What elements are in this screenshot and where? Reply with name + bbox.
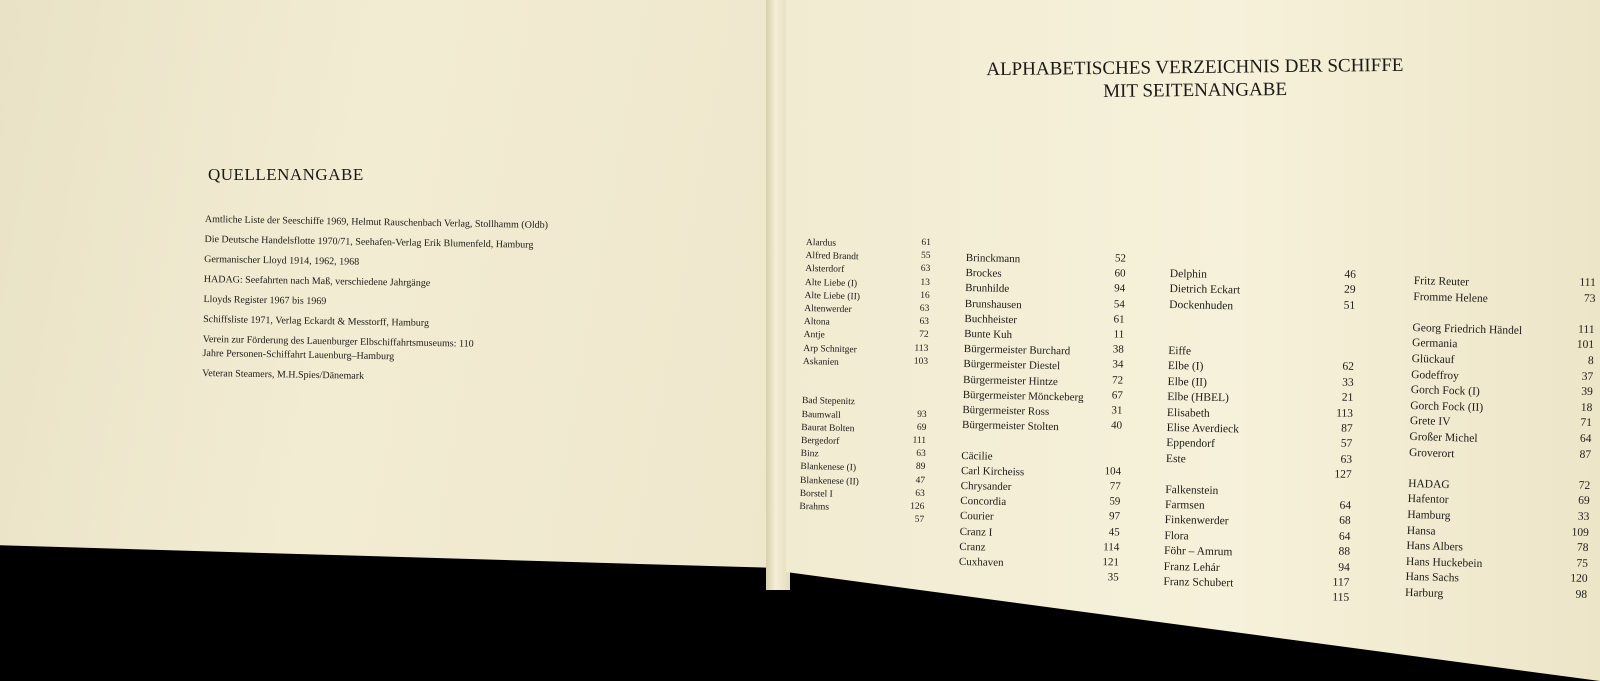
ship-name: Franz Lehár bbox=[1163, 560, 1220, 574]
ship-name: Borstel I bbox=[799, 488, 833, 500]
sources-heading: QUELLENANGABE bbox=[208, 165, 364, 184]
ship-name: Brahms bbox=[799, 501, 830, 513]
page-number: 60 bbox=[1114, 267, 1126, 280]
ship-name: Hans Sachs bbox=[1405, 571, 1460, 585]
page-number: 59 bbox=[1109, 495, 1121, 508]
page-number: 101 bbox=[1576, 338, 1595, 352]
page-number: 57 bbox=[914, 514, 925, 526]
page-number: 34 bbox=[1112, 358, 1124, 371]
page-number: 72 bbox=[1578, 479, 1591, 492]
page-number: 121 bbox=[1102, 556, 1120, 569]
ship-name: Flora bbox=[1164, 529, 1189, 543]
page-number: 104 bbox=[1104, 464, 1122, 478]
page-number: 78 bbox=[1576, 541, 1589, 555]
page-number: 88 bbox=[1338, 545, 1351, 559]
page-number: 72 bbox=[1111, 373, 1124, 387]
ship-name: Georg Friedrich Händel bbox=[1412, 321, 1523, 337]
ship-name: Gorch Fock (II) bbox=[1410, 399, 1484, 414]
ship-name: Föhr – Amrum bbox=[1163, 545, 1233, 559]
page-number: 126 bbox=[910, 501, 925, 512]
ship-name: Alfred Brandt bbox=[805, 251, 859, 263]
page-number: 114 bbox=[1103, 540, 1120, 554]
page-number: 63 bbox=[915, 488, 925, 499]
source-item: Die Deutsche Handelsflotte 1970/71, Seehafen-Verlag Erik Blumenfeld, Hamburg bbox=[204, 233, 534, 251]
ship-name: Finkenwerder bbox=[1164, 514, 1229, 528]
page-number: 54 bbox=[1113, 297, 1125, 311]
page-number: 67 bbox=[1111, 389, 1123, 402]
page-number: 61 bbox=[1113, 313, 1125, 326]
page-number: 51 bbox=[1343, 299, 1356, 312]
ship-name: Alte Liebe (I) bbox=[804, 277, 858, 289]
ship-name: Blankenese (II) bbox=[799, 475, 860, 487]
page-number: 21 bbox=[1341, 391, 1354, 405]
page-number: 62 bbox=[1342, 361, 1355, 374]
page-number: 87 bbox=[1341, 422, 1353, 435]
page-number: 89 bbox=[915, 462, 926, 473]
source-item: HADAG: Seefahrten nach Maß, verschiedene Jahrgänge bbox=[203, 273, 431, 289]
ship-name: Este bbox=[1165, 452, 1186, 466]
sources-list bbox=[202, 213, 548, 393]
ship-name: Alte Liebe (II) bbox=[804, 290, 861, 303]
page-number: 63 bbox=[916, 448, 926, 460]
index-heading-line1: ALPHABETISCHES VERZEICHNIS DER SCHIFFE bbox=[986, 54, 1404, 81]
ship-name: Fromme Helene bbox=[1413, 290, 1488, 305]
ship-name: Cäcilie bbox=[961, 449, 993, 463]
page-number: 103 bbox=[913, 356, 929, 367]
ship-name: Bürgermeister Ross bbox=[962, 403, 1050, 418]
ship-name: Bad Stepenitz bbox=[801, 396, 856, 408]
ship-name: Baurat Bolten bbox=[801, 422, 855, 435]
ship-name: Delphin bbox=[1169, 268, 1208, 281]
ship-name: Arp Schnitger bbox=[803, 343, 857, 355]
ship-name: Hamburg bbox=[1407, 508, 1451, 523]
ship-name: Bürgermeister Diestel bbox=[963, 358, 1061, 373]
page-number: 40 bbox=[1110, 419, 1123, 432]
ship-name: Godeffroy bbox=[1411, 368, 1460, 382]
ship-name: Buchheister bbox=[964, 312, 1018, 326]
page-number: 109 bbox=[1571, 526, 1590, 539]
ship-name: Eiffe bbox=[1168, 344, 1192, 358]
page-number: 120 bbox=[1570, 572, 1588, 586]
ship-name: Elise Averdieck bbox=[1166, 421, 1240, 436]
page-number: 8 bbox=[1587, 354, 1594, 368]
ship-name: Baumwall bbox=[801, 409, 841, 421]
source-item: Lloyds Register 1967 bis 1969 bbox=[203, 293, 327, 308]
page-number: 61 bbox=[921, 237, 932, 249]
ship-name: Concordia bbox=[960, 495, 1007, 509]
ship-name: Hans Huckebein bbox=[1405, 555, 1483, 570]
page-number: 37 bbox=[1581, 370, 1594, 383]
ship-name: Carl Kircheiss bbox=[960, 464, 1025, 479]
ship-name: Elisabeth bbox=[1166, 406, 1210, 420]
ship-name: Brockes bbox=[965, 267, 1002, 280]
ship-name: Bürgermeister Burchard bbox=[963, 343, 1071, 358]
page-number: 77 bbox=[1109, 480, 1121, 493]
source-item: Schiffsliste 1971, Verlag Eckardt & Messtorff, Hamburg bbox=[203, 313, 430, 329]
page-number: 31 bbox=[1111, 404, 1123, 417]
ship-name: Blankenese (I) bbox=[800, 462, 857, 474]
ship-name: HADAG bbox=[1408, 477, 1450, 491]
page-number: 46 bbox=[1344, 268, 1357, 281]
ship-name: Groverort bbox=[1408, 446, 1455, 460]
page-number: 63 bbox=[919, 303, 930, 315]
source-item: Veteran Steamers, M.H.Spies/Dänemark bbox=[202, 367, 365, 382]
ship-name: Cranz I bbox=[959, 525, 993, 539]
ship-name: Franz Schubert bbox=[1163, 575, 1234, 590]
ship-name: Glückauf bbox=[1411, 352, 1455, 367]
ship-name: Altona bbox=[803, 317, 830, 328]
page-number: 75 bbox=[1576, 557, 1589, 570]
page-number: 94 bbox=[1114, 282, 1126, 296]
source-item: Amtliche Liste der Seeschiffe 1969, Helmut Rauschenbach Verlag, Stollhamm (Oldb) bbox=[204, 213, 549, 231]
page-number: 39 bbox=[1581, 385, 1593, 399]
page-number: 38 bbox=[1112, 343, 1124, 356]
page-number: 69 bbox=[1578, 495, 1590, 508]
ship-name: Eppendorf bbox=[1166, 437, 1215, 451]
ship-name: Antje bbox=[803, 330, 825, 341]
ship-name: Elbe (I) bbox=[1167, 360, 1204, 374]
ship-name: Brunhilde bbox=[965, 282, 1010, 296]
page-number: 57 bbox=[1340, 438, 1353, 451]
ship-name: Bürgermeister Hintze bbox=[962, 373, 1059, 388]
ship-name: Cuxhaven bbox=[958, 555, 1004, 569]
page-number: 117 bbox=[1332, 576, 1350, 589]
page-number: 111 bbox=[1577, 323, 1595, 336]
page-number: 97 bbox=[1108, 510, 1121, 523]
page-number: 93 bbox=[917, 409, 927, 420]
page-number: 73 bbox=[1583, 292, 1596, 305]
ship-name: Brunshausen bbox=[964, 297, 1022, 311]
page-number: 11 bbox=[1113, 328, 1125, 341]
ship-name: Chrysander bbox=[960, 479, 1012, 494]
ship-name: Binz bbox=[800, 449, 819, 460]
page-number: 13 bbox=[920, 277, 931, 288]
ship-name: Askanien bbox=[802, 356, 839, 368]
ship-name: Hansa bbox=[1406, 524, 1436, 538]
page-number: 111 bbox=[912, 435, 927, 446]
ship-name: Großer Michel bbox=[1409, 430, 1478, 445]
ship-name: Brinckmann bbox=[965, 252, 1021, 266]
ship-name: Gorch Fock (I) bbox=[1410, 384, 1480, 399]
page-number: 45 bbox=[1108, 525, 1120, 539]
ship-name: Dietrich Eckart bbox=[1169, 283, 1241, 297]
page-number: 98 bbox=[1575, 588, 1588, 601]
page-number: 115 bbox=[1332, 591, 1350, 605]
page-number: 68 bbox=[1339, 514, 1351, 528]
ship-name: Bunte Kuh bbox=[964, 327, 1013, 342]
page-number: 111 bbox=[1579, 276, 1597, 290]
index-heading bbox=[930, 53, 1460, 105]
page-number: 113 bbox=[914, 343, 929, 354]
page-number: 29 bbox=[1343, 284, 1356, 297]
ship-name: Harburg bbox=[1404, 586, 1444, 600]
page-number: 64 bbox=[1339, 499, 1352, 512]
ship-name: Alsterdorf bbox=[805, 264, 845, 276]
ship-name: Altenwerder bbox=[804, 303, 852, 316]
ship-name: Bürgermeister Stolten bbox=[961, 419, 1059, 434]
page-number: 113 bbox=[1336, 407, 1354, 420]
ship-name: Germania bbox=[1411, 337, 1458, 351]
ship-name: Bergedorf bbox=[800, 435, 840, 447]
page-number: 71 bbox=[1580, 417, 1593, 430]
source-item: Germanischer Lloyd 1914, 1962, 1968 bbox=[204, 253, 360, 268]
page-number: 55 bbox=[920, 251, 931, 262]
page-number: 33 bbox=[1577, 510, 1590, 523]
page-number: 72 bbox=[919, 330, 929, 341]
page-number: 35 bbox=[1107, 571, 1119, 584]
page-number: 87 bbox=[1579, 448, 1592, 461]
page-number: 94 bbox=[1338, 561, 1350, 574]
page-number: 33 bbox=[1342, 376, 1354, 389]
page-number: 63 bbox=[1340, 453, 1353, 466]
index-heading-line2: MIT SEITENANGABE bbox=[1103, 79, 1288, 102]
ship-name: Grete IV bbox=[1409, 415, 1451, 429]
ship-name: Alardus bbox=[805, 238, 837, 249]
page-number: 16 bbox=[920, 290, 930, 301]
ship-name: Falkenstein bbox=[1165, 483, 1219, 497]
page-number: 64 bbox=[1338, 530, 1351, 543]
page-number: 18 bbox=[1580, 401, 1593, 414]
ship-name: Bürgermeister Mönckeberg bbox=[962, 388, 1084, 404]
ship-name: Hafentor bbox=[1407, 493, 1449, 507]
page-number: 63 bbox=[920, 264, 931, 275]
page-number: 63 bbox=[919, 316, 930, 328]
page-number: 47 bbox=[915, 475, 926, 486]
ship-name: Cranz bbox=[959, 540, 986, 554]
ship-name: Elbe (II) bbox=[1167, 375, 1208, 389]
ship-name: Fritz Reuter bbox=[1413, 275, 1470, 289]
ship-name: Courier bbox=[959, 510, 994, 524]
source-item: Verein zur Förderung des Lauenburger Elbschiffahrtsmuseums: 110 Jahre Personen-Schiffahrt Lauenburg–Hamburg bbox=[202, 333, 474, 363]
ship-name: Elbe (HBEL) bbox=[1167, 391, 1230, 405]
ship-name: Dockenhuden bbox=[1169, 298, 1234, 313]
page-number: 69 bbox=[916, 422, 927, 433]
page-number: 127 bbox=[1334, 468, 1352, 482]
ship-name: Farmsen bbox=[1164, 498, 1205, 512]
page-number: 64 bbox=[1579, 432, 1592, 446]
ship-name: Hans Albers bbox=[1406, 540, 1464, 554]
page-number: 52 bbox=[1114, 252, 1127, 265]
